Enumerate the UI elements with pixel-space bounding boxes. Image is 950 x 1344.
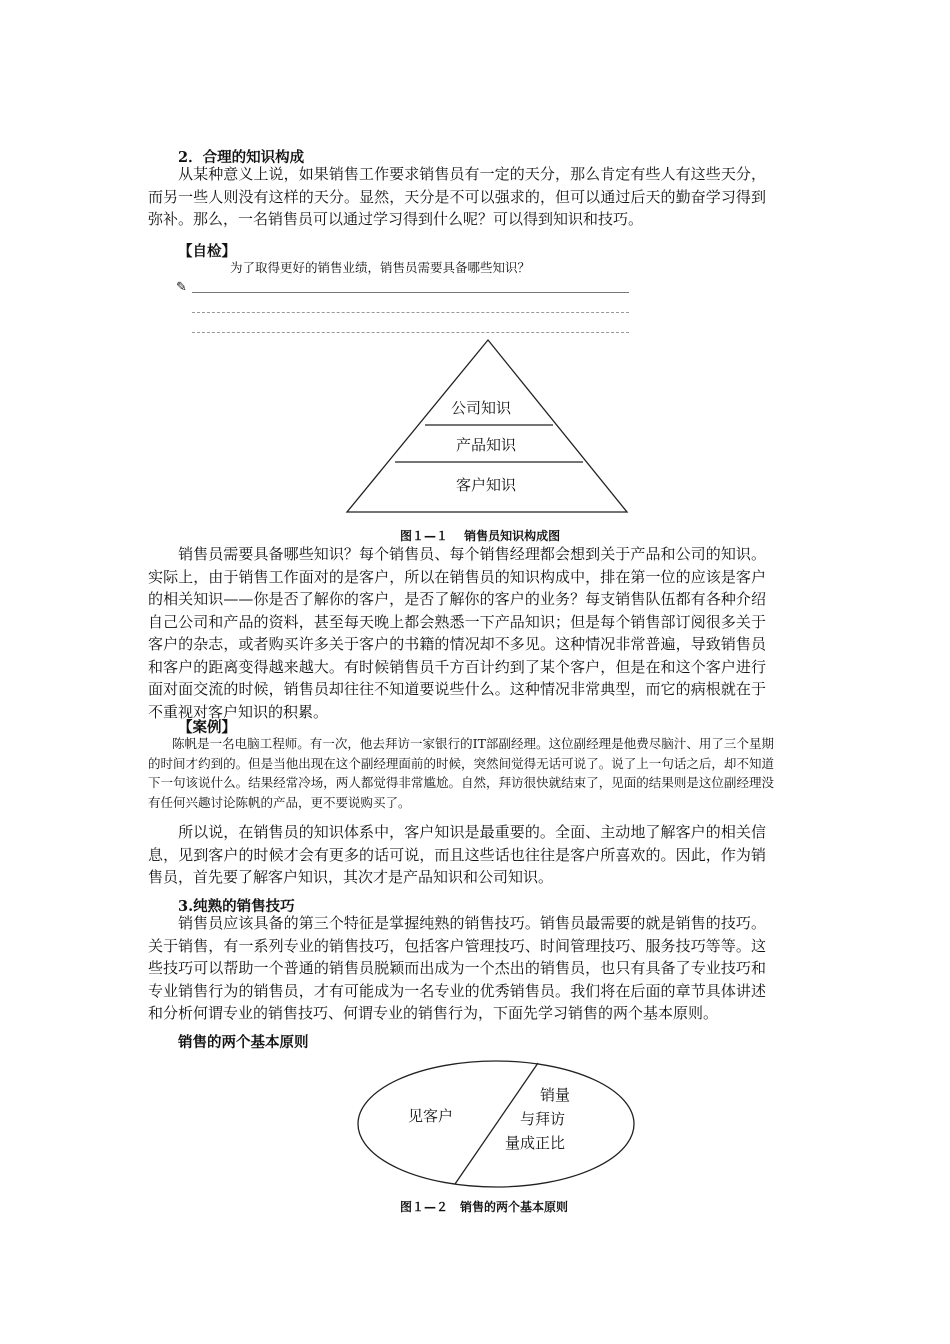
pencil-icon: ✎ [176,280,187,295]
pyramid-layer-product: 产品知识 [456,436,517,454]
section-3-text: 销售员应该具备的第三个特征是掌握纯熟的销售技巧。销售员最需要的就是销售的技巧。关于销售，有一系列专业的销售技巧，包括客户管理技巧、时间管理技巧、服务技巧等等。这些技巧可以帮助一个普通的销售员脱颖而出成为一个杰出的销售员，也只有具备了专业技巧和专业销售行为的销售员，才有可能成为一名专业的优秀销售员。我们将在后面的章节具体讲述和分析何谓专业的销售技巧、何谓专业的销售行为，下面先学习销售的两个基本原则。 [148,914,766,1022]
case-label: 【案例】 [178,720,236,736]
section-2-heading: 2．合理的知识构成 [178,149,305,166]
knowledge-paragraph [148,543,766,723]
self-check-label: 【自检】 [178,244,236,260]
section-3-heading: 3.纯熟的销售技巧 [178,898,295,915]
answer-line [192,332,629,333]
principle-meet-customers: 见客户 [408,1107,454,1125]
summary-text: 所以说，在销售员的知识体系中，客户知识是最重要的。全面、主动地了解客户的相关信息，见到客户的时候才会有更多的话可说，而且这些话也往往是客户所喜欢的。因此，作为销售员，首先要了解客户知识，其次才是产品知识和公司知识。 [148,823,766,886]
pyramid-layer-customer: 客户知识 [456,476,517,494]
summary-paragraph [148,821,766,889]
pyramid-layer-company: 公司知识 [451,399,512,417]
principle-line-2: 与拜访 [520,1110,566,1128]
figure-1-caption: 图１—１ 销售员知识构成图 [400,529,561,543]
knowledge-text: 销售员需要具备哪些知识？每个销售员、每个销售经理都会想到关于产品和公司的知识。实际上，由于销售工作面对的是客户，所以在销售员的知识构成中，排在第一位的应该是客户的相关知识——你是否了解你的客户，是否了解你的客户的业务？每支销售队伍都有各种介绍自己公司和产品的资料，甚至每天晚上都会熟悉一下产品知识；但是每个销售部订阅很多关于客户的杂志，或者购买许多关于客户的书籍的情况却不多见。这种情况非常普遍，导致销售员和客户的距离变得越来越大。有时候销售员千方百计约到了某个客户，但是在和这个客户进行面对面交流的时候，销售员却往往不知道要说些什么。这种情况非常典型，而它的病根就在于不重视对客户知识的积累。 [148,545,766,721]
principle-line-3: 量成正比 [505,1134,566,1152]
answer-line [192,292,629,293]
principles-ellipse-figure [355,1058,640,1193]
self-check-question: 为了取得更好的销售业绩，销售员需要具备哪些知识？ [230,260,531,275]
principles-heading: 销售的两个基本原则 [178,1035,309,1051]
case-paragraph [148,734,774,812]
principle-line-1: 销量 [540,1086,571,1104]
figure-2-caption: 图１—２ 销售的两个基本原则 [400,1200,569,1214]
section-2-text: 从某种意义上说，如果销售工作要求销售员有一定的天分，那么肯定有些人有这些天分，而另一些人则没有这样的天分。显然，天分是不可以强求的，但可以通过后天的勤奋学习得到弥补。那么，一名销售员可以通过学习得到什么呢？可以得到知识和技巧。 [148,165,766,228]
section-2-paragraph [148,163,766,231]
case-text: 陈帆是一名电脑工程师。有一次，他去拜访一家银行的IT部副经理。这位副经理是他费尽脑汁、用了三个星期的时间才约到的。但是当他出现在这个副经理面前的时候，突然间觉得无话可说了。说了上一句话之后，却不知道下一句该说什么。结果经常冷场，两人都觉得非常尴尬。自然，拜访很快就结束了，见面的结果则是这位副经理没有任何兴趣讨论陈帆的产品，更不要说购买了。 [148,736,774,810]
section-3-paragraph [148,912,766,1025]
answer-line [192,312,629,313]
